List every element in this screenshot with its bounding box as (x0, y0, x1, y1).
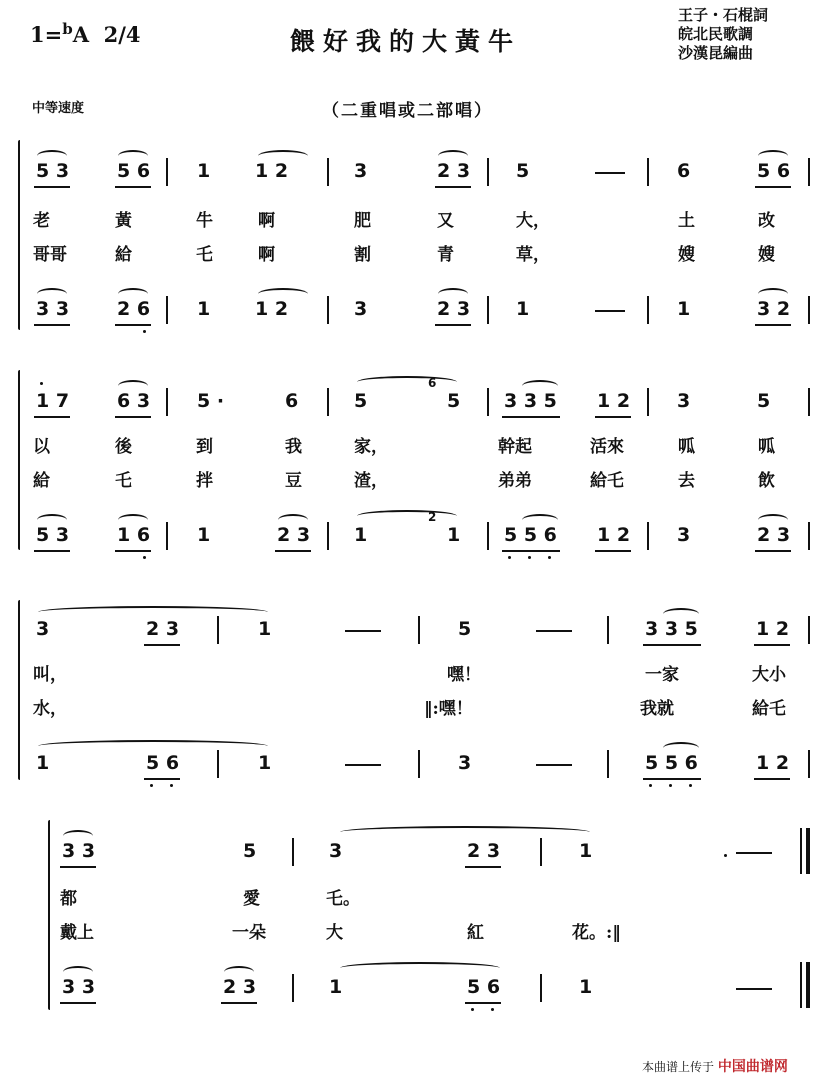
barline (607, 750, 609, 778)
lyric: 嫂 (678, 245, 695, 265)
credits (678, 6, 768, 63)
octave-dot (508, 556, 511, 559)
beam (34, 324, 70, 326)
barline (166, 296, 168, 324)
barline (647, 296, 649, 324)
note: 1 6 (117, 524, 151, 546)
slur (224, 966, 254, 978)
octave-dot (669, 784, 672, 787)
note: 5 3 (36, 160, 70, 182)
note: 5 6 (117, 160, 151, 182)
upper-voice (0, 616, 835, 646)
lower-voice (0, 510, 835, 552)
octave-dot (649, 784, 652, 787)
barline (292, 838, 294, 866)
note: 1 2 (255, 298, 289, 320)
slur (63, 966, 93, 978)
song-title: 餵好我的大黃牛 (290, 27, 522, 56)
barline (808, 296, 810, 324)
note: 5 5 6 (504, 524, 557, 546)
note: 3 3 (62, 840, 96, 862)
lyric: 黃 (115, 211, 132, 231)
lower-voice (0, 750, 835, 780)
lyric: 大， (516, 211, 550, 231)
barline (327, 388, 329, 416)
note: 1 7 (36, 390, 70, 412)
lyric: 呱 (758, 437, 775, 457)
lyrics-verse-2 (0, 694, 835, 724)
lyric: 一家 (645, 665, 679, 685)
lyric: 哥哥 (33, 245, 67, 265)
credit-tune: 皖北民歌調 (678, 25, 754, 43)
barline (418, 750, 420, 778)
slur (438, 288, 468, 300)
lyric: 渣， (354, 471, 388, 491)
barline (487, 388, 489, 416)
note: 1 2 (756, 618, 790, 640)
note: 3 3 (62, 976, 96, 998)
lyric: 改 (758, 211, 775, 231)
score-system-2 (0, 370, 835, 570)
octave-dot (150, 784, 153, 787)
lyric: 弟弟 (498, 471, 532, 491)
tie (258, 150, 308, 162)
lyric: 大小 (752, 665, 786, 685)
dash (536, 764, 572, 766)
note: 1 (329, 976, 343, 998)
barline (800, 962, 802, 1008)
lyric: 老 (33, 211, 50, 231)
tie (38, 740, 268, 752)
barline (540, 838, 542, 866)
note: 5 3 (36, 524, 70, 546)
note: 5 · (197, 390, 225, 412)
lyric: 到 (196, 437, 213, 457)
lyric: 又 (437, 211, 454, 231)
beam (144, 644, 180, 646)
lyric: 戴上 (60, 923, 94, 943)
note: 3 (458, 752, 472, 774)
slur (118, 150, 148, 162)
slur (37, 288, 67, 300)
beam (595, 416, 631, 418)
note: 1 (197, 298, 211, 320)
slur (63, 830, 93, 842)
tie (258, 288, 308, 300)
note: 6 3 (117, 390, 151, 412)
beam (435, 186, 471, 188)
note: 6 (285, 390, 299, 412)
barline (166, 158, 168, 186)
note: 3 3 (36, 298, 70, 320)
barline (800, 828, 802, 874)
note: 2 3 (223, 976, 257, 998)
beam (465, 1002, 501, 1004)
octave-dot (471, 1008, 474, 1011)
note: 1 (258, 618, 272, 640)
slur (663, 742, 699, 754)
lyric: 我 (285, 437, 302, 457)
lyric: 牛 (196, 211, 213, 231)
dash (595, 310, 625, 312)
note: 1 (36, 752, 50, 774)
slur (663, 608, 699, 620)
note: 3 (329, 840, 343, 862)
slur (357, 510, 457, 522)
note: 1 (447, 524, 461, 546)
lyrics-verse-1 (0, 206, 835, 236)
lyric: 給 (115, 245, 132, 265)
lyric: 活來 (590, 437, 624, 457)
final-barline (806, 962, 810, 1008)
note: 6 (677, 160, 691, 182)
dash (736, 852, 772, 854)
barline (217, 616, 219, 644)
barline (327, 158, 329, 186)
lyric: 呱 (678, 437, 695, 457)
lyric: 啊 (258, 245, 275, 265)
lyric: 草， (516, 245, 550, 265)
lyric: 愛 (243, 889, 260, 909)
barline (808, 158, 810, 186)
lyric: 乇。 (326, 889, 360, 909)
tempo-marking: 中等速度 (32, 101, 85, 116)
slur (118, 380, 148, 392)
lyrics-verse-2 (0, 918, 835, 948)
upper-voice (0, 838, 835, 868)
note: 5 6 (467, 976, 501, 998)
barline (647, 522, 649, 550)
beam (144, 778, 180, 780)
beam (60, 866, 96, 868)
lyric: 乇 (196, 245, 213, 265)
lyric: 嘿！ (447, 665, 481, 685)
beam (595, 550, 631, 552)
slur (758, 150, 788, 162)
lyric: 豆 (285, 471, 302, 491)
lyrics-verse-1 (0, 660, 835, 690)
dash (595, 172, 625, 174)
tie (38, 606, 268, 618)
note: 1 (197, 524, 211, 546)
lyric: 土 (678, 211, 695, 231)
subtitle: （二重唱或二部唱） (322, 101, 493, 121)
lyric: 後 (115, 437, 132, 457)
note: 3 3 5 (645, 618, 698, 640)
note: 2 3 (467, 840, 501, 862)
footer-text: 本曲谱上传于 (642, 1060, 715, 1074)
barline (327, 296, 329, 324)
beam (643, 644, 701, 646)
tie (340, 826, 590, 838)
beam (754, 778, 790, 780)
lower-voice (0, 296, 835, 326)
dash (345, 630, 381, 632)
barline (808, 522, 810, 550)
final-barline (806, 828, 810, 874)
note: 1 (677, 298, 691, 320)
grace-note: 2 (428, 510, 437, 524)
note: 2 6 (117, 298, 151, 320)
barline (607, 616, 609, 644)
source-footer (642, 1056, 788, 1076)
grace-note: 6 (428, 376, 437, 390)
barline (647, 388, 649, 416)
lyric: 都 (60, 889, 77, 909)
beam (755, 186, 791, 188)
upper-voice (0, 158, 835, 188)
octave-dot (548, 556, 551, 559)
note: 5 6 (146, 752, 180, 774)
note: 1 (258, 752, 272, 774)
note: 2 3 (437, 160, 471, 182)
score-system-1 (0, 140, 835, 340)
beam (275, 550, 311, 552)
beam (60, 1002, 96, 1004)
beam (754, 644, 790, 646)
slur (118, 514, 148, 526)
slur (522, 514, 558, 526)
note: 1 2 (756, 752, 790, 774)
barline (217, 750, 219, 778)
lyric: 乇 (115, 471, 132, 491)
lyric: 紅 (467, 923, 484, 943)
barline (647, 158, 649, 186)
beam (115, 416, 151, 418)
lyrics-verse-2 (0, 240, 835, 270)
slur (758, 288, 788, 300)
note: 5 (243, 840, 257, 862)
time-signature: 2/4 (103, 22, 141, 47)
key-signature: 1=$^b$A 2/4 (30, 20, 141, 47)
octave-dot (143, 556, 146, 559)
lyric: 給乇 (590, 471, 624, 491)
note: 1 2 (597, 390, 631, 412)
lyric: 我就 (640, 699, 674, 719)
slur (522, 380, 558, 392)
beam (755, 550, 791, 552)
note: 2 3 (277, 524, 311, 546)
note: 3 (677, 524, 691, 546)
barline (166, 388, 168, 416)
note: 5 (516, 160, 530, 182)
barline (808, 388, 810, 416)
note: 2 3 (146, 618, 180, 640)
slur (118, 288, 148, 300)
lyric: 給 (33, 471, 50, 491)
slur (37, 150, 67, 162)
lower-voice (0, 974, 835, 1004)
slur (357, 376, 457, 388)
dash (736, 988, 772, 990)
lyric: 給乇 (752, 699, 786, 719)
lyric: 肥 (354, 211, 371, 231)
beam (502, 550, 560, 552)
octave-dot (689, 784, 692, 787)
note: 1 2 (597, 524, 631, 546)
octave-dot (528, 556, 531, 559)
lyric: 割 (354, 245, 371, 265)
barline (418, 616, 420, 644)
lyric: ‖:嘿！ (424, 699, 473, 719)
lyrics-verse-1 (0, 884, 835, 914)
tie (340, 962, 500, 974)
lyric: 飲 (758, 471, 775, 491)
beam (221, 1002, 257, 1004)
beam (115, 324, 151, 326)
barline (808, 616, 810, 644)
lyric: 大 (326, 923, 343, 943)
note: 3 3 5 (504, 390, 557, 412)
slur (438, 150, 468, 162)
dash (345, 764, 381, 766)
octave-dot (491, 1008, 494, 1011)
note: 5 6 (757, 160, 791, 182)
barline (808, 750, 810, 778)
note: 1 (579, 840, 593, 862)
lyric: 幹起 (498, 437, 532, 457)
beam (755, 324, 791, 326)
note: 3 (36, 618, 50, 640)
lyric: 啊 (258, 211, 275, 231)
score-system-4 (0, 820, 835, 1020)
dash (536, 630, 572, 632)
lyric: 家， (354, 437, 388, 457)
note: 1 (354, 524, 368, 546)
note: 5 (354, 390, 368, 412)
lyric: 以 (33, 437, 50, 457)
octave-dot (40, 382, 43, 385)
barline (487, 296, 489, 324)
note: 1 (579, 976, 593, 998)
note: 3 (677, 390, 691, 412)
octave-dot (143, 330, 146, 333)
site-logo[interactable]: 中国曲谱网 (717, 1059, 788, 1075)
score-system-3 (0, 600, 835, 790)
note: 5 (447, 390, 461, 412)
note: 3 2 (757, 298, 791, 320)
beam (34, 550, 70, 552)
credit-arranger: 沙漢昆編曲 (678, 44, 754, 62)
note: 1 (516, 298, 530, 320)
octave-dot (170, 784, 173, 787)
lyrics-verse-1 (0, 432, 835, 462)
lyric: 青 (437, 245, 454, 265)
slur (37, 514, 67, 526)
beam (115, 186, 151, 188)
dot (724, 854, 727, 857)
slur (278, 514, 308, 526)
slur (758, 514, 788, 526)
note: 1 (197, 160, 211, 182)
lyrics-verse-2 (0, 466, 835, 496)
beam (643, 778, 701, 780)
upper-voice (0, 376, 835, 418)
beam (34, 186, 70, 188)
lyric: 拌 (196, 471, 213, 491)
note: 3 (354, 160, 368, 182)
beam (465, 866, 501, 868)
lyric: 嫂 (758, 245, 775, 265)
beam (502, 416, 560, 418)
barline (292, 974, 294, 1002)
lyric: 水， (33, 699, 67, 719)
credit-lyricist: 王子・石棍詞 (678, 6, 769, 24)
beam (34, 416, 70, 418)
lyric: 去 (678, 471, 695, 491)
barline (540, 974, 542, 1002)
beam (115, 550, 151, 552)
barline (327, 522, 329, 550)
beam (435, 324, 471, 326)
note: 1 2 (255, 160, 289, 182)
lyric: 花。:‖ (572, 923, 621, 943)
note: 3 (354, 298, 368, 320)
note: 5 (458, 618, 472, 640)
note: 2 3 (437, 298, 471, 320)
lyric: 一朵 (232, 923, 266, 943)
note: 5 (757, 390, 771, 412)
barline (487, 522, 489, 550)
barline (166, 522, 168, 550)
note: 2 3 (757, 524, 791, 546)
note: 5 5 6 (645, 752, 698, 774)
barline (487, 158, 489, 186)
lyric: 叫， (33, 665, 67, 685)
